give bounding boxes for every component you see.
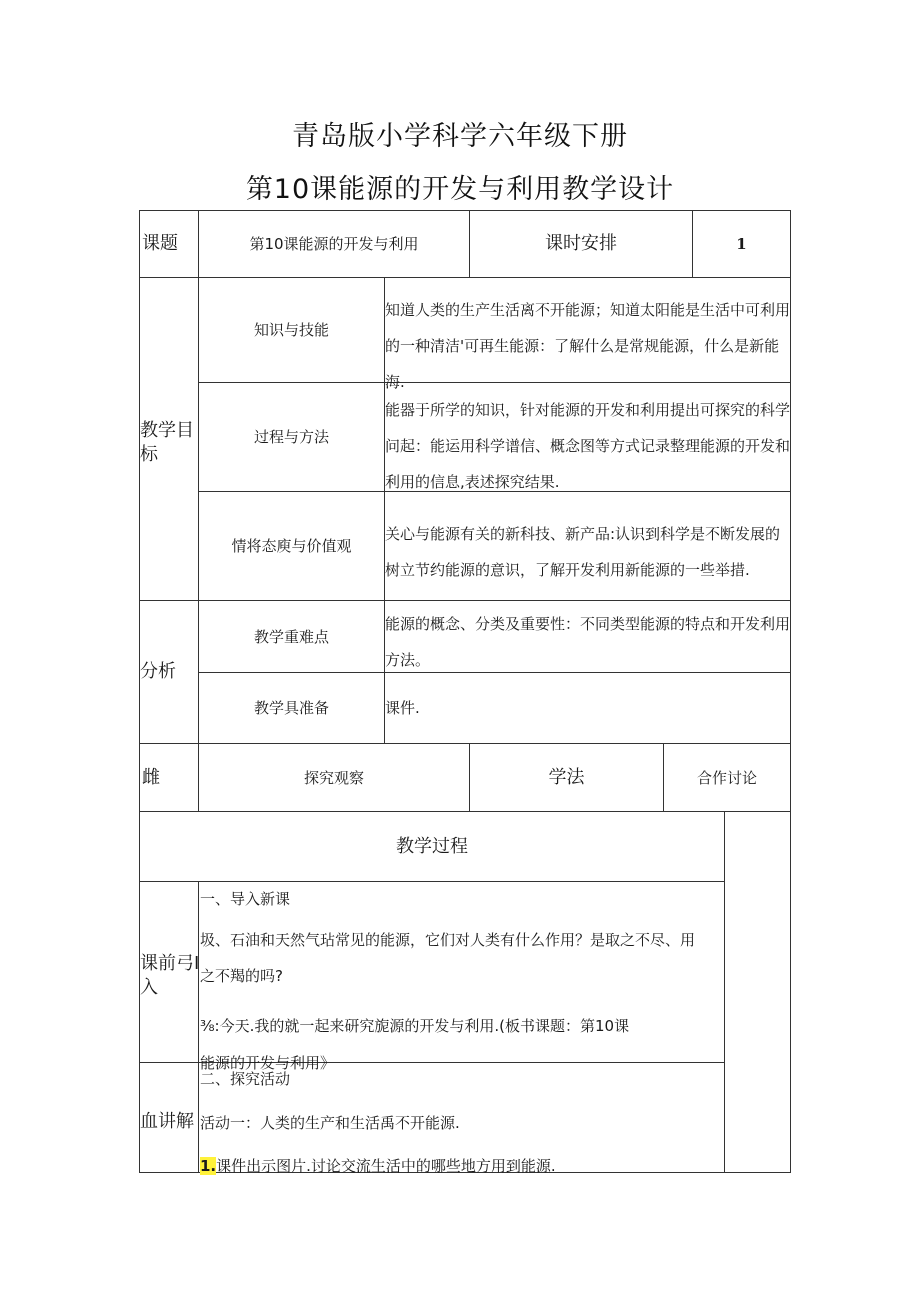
intro-label: 课前弓I入 [140,953,200,998]
activity-1-title: 活动一：人类的生产和生活禹不开能源. [200,1114,460,1132]
goal-knowledge-text: 知道人类的生产生活离不开能源；知道太阳能是生活中可利用的一种清洁'可再生能源：了解什么是常规能源，什么是新能海. [385,301,791,391]
intro-paragraph-1: 圾、石油和天然气玷常见的能源，它们对人类有什么作用？是取之不尽、用之不羯的吗? [200,931,696,985]
intro-paragraph-2: ⅜:今天.我的就一起来研究旎源的开发与利用.(板书课题：第10课 [200,1017,630,1035]
activity-1-item-1 [200,1155,556,1176]
topic-value: 第10课能源的开发与利用 [249,235,419,253]
goals-label: 教学目标 [140,420,194,465]
prep-label: 教学具准备 [253,699,329,717]
document-subtitle: 第10课能源的开发与利用教学设计 [245,174,675,205]
schedule-label: 课时安排 [545,233,617,254]
item-text: 课件出示图片.讨论交流生活中的哪些地方用到能源. [216,1157,556,1175]
teaching-method-value: 探究观察 [303,768,364,787]
analysis-label: 分析 [140,661,176,682]
goal-process-text: 能器于所学的知识，针对能源的开发和利用提出可探究的科学问起：能运用科学谱信、概念图等方式记录整理能源的开发和利用的信息,表述探究结果. [385,401,791,491]
goal-process-label: 过程与方法 [253,428,329,446]
intro-content [199,882,724,1072]
explain-heading: 二、探究活动 [200,1070,291,1088]
prep-text: 课件. [385,699,420,717]
key-points-text: 能源的概念、分类及重要性：不同类型能源的特点和开发利用方法。 [385,615,791,669]
key-points-label: 教学重难点 [253,627,329,646]
goal-attitude-text: 关心与能源有关的新科技、新产品:认识到科学是不断发展的树立节约能源的意识，了解开发利用新能源的一些举措. [385,525,781,579]
document-title: 青岛版小学科学六年级下册 [292,121,628,152]
goal-knowledge-label: 知识与技能 [253,321,329,339]
intro-paragraph-3: 能源的开发与利用》 [200,1054,336,1072]
learning-method-value: 合作讨论 [696,768,757,787]
explain-label: 血讲解 [140,1111,194,1132]
process-header: 教学过程 [396,835,468,857]
methods-label: 雌 [142,766,160,788]
schedule-value: 1 [736,235,747,253]
goal-attitude-label: 情将态庾与价值观 [231,537,352,555]
item-number-highlight: 1. [200,1157,217,1175]
topic-label: 课题 [142,233,178,254]
learning-method-label: 学法 [548,766,585,788]
intro-heading: 一、导入新课 [200,890,291,908]
